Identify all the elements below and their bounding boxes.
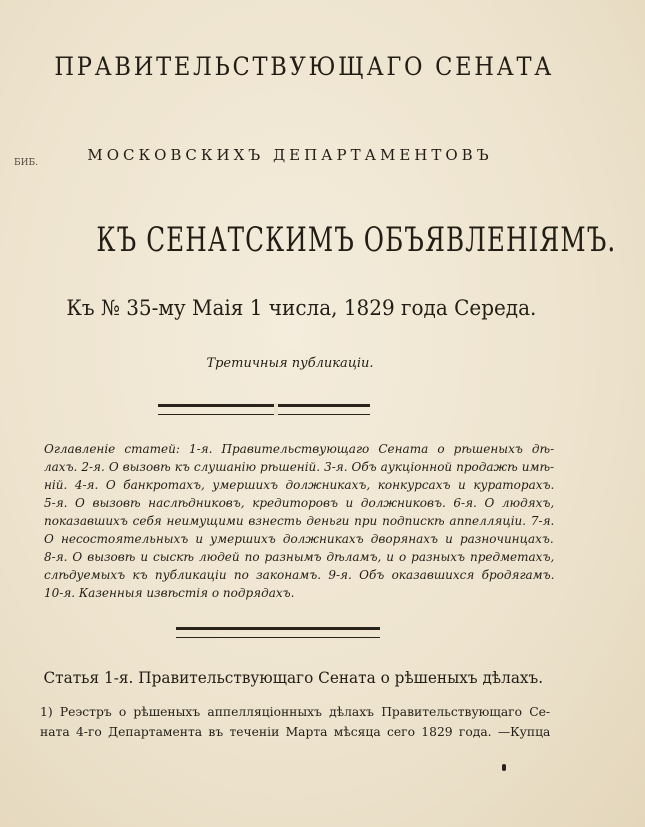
contents-line: показавшихъ себя неимущими взнесть деньги при подпискѣ аппелляціи. 7-я. bbox=[44, 514, 555, 528]
contents-line: слѣдуемыхъ къ публикаціи по законамъ. 9-я. Объ оказавшихся бродягамъ. bbox=[44, 568, 555, 582]
table-of-contents bbox=[44, 440, 554, 602]
paragraph-line: 1) Реэстръ о рѣшеныхъ аппелляціонныхъ дѣлахъ Правительствующаго Се- bbox=[40, 705, 551, 719]
divider-rule bbox=[176, 627, 380, 638]
publication-note: Третичныя публикаціи. bbox=[206, 356, 374, 371]
ink-mark bbox=[502, 764, 506, 771]
paragraph-line: ната 4-го Департамента въ теченіи Марта мѣсяца сего 1829 года. —Купца bbox=[40, 725, 551, 739]
contents-line: лахъ. 2-я. О вызовѣ къ слушанію рѣшеній. 3-я. Объ аукціонной продажѣ имѣ- bbox=[44, 460, 555, 474]
article-paragraph bbox=[40, 702, 550, 742]
contents-line: Оглавленіе статей: 1-я. Правительствующаго Сената о рѣшеныхъ дѣ- bbox=[44, 442, 555, 456]
article-heading: Статья 1-я. Правительствующаго Сената о рѣшеныхъ дѣлахъ. bbox=[43, 669, 544, 687]
page-title: ПРАВИТЕЛЬСТВУЮЩАГО СЕНАТА bbox=[54, 52, 555, 81]
divider-rule bbox=[158, 404, 370, 415]
issue-line: Къ № 35-му Маія 1 числа, 1829 года Середа. bbox=[66, 296, 537, 320]
contents-line: 10-я. Казенныя извѣстія о подрядахъ. bbox=[44, 586, 295, 600]
library-stamp: БИБ. bbox=[14, 158, 38, 168]
contents-line: 8-я. О вызовѣ и сыскѣ людей по разнымъ дѣламъ, и о разныхъ предметахъ, bbox=[44, 550, 555, 564]
contents-line: О несостоятельныхъ и умершихъ должникахъ дворянахъ и разночинцахъ. bbox=[44, 532, 554, 546]
contents-line: 5-я. О вызовѣ наслѣдниковъ, кредиторовъ и должниковъ. 6-я. О людяхъ, bbox=[44, 496, 555, 510]
departments-subtitle: МОСКОВСКИХЪ ДЕПАРТАМЕНТОВЪ bbox=[87, 146, 493, 164]
supplement-title: КЪ СЕНАТСКИМЪ ОБЪЯВЛЕНІЯМЪ. bbox=[96, 220, 617, 260]
contents-line: ній. 4-я. О банкротахъ, умершихъ должникахъ, конкурсахъ и кураторахъ. bbox=[44, 478, 555, 492]
